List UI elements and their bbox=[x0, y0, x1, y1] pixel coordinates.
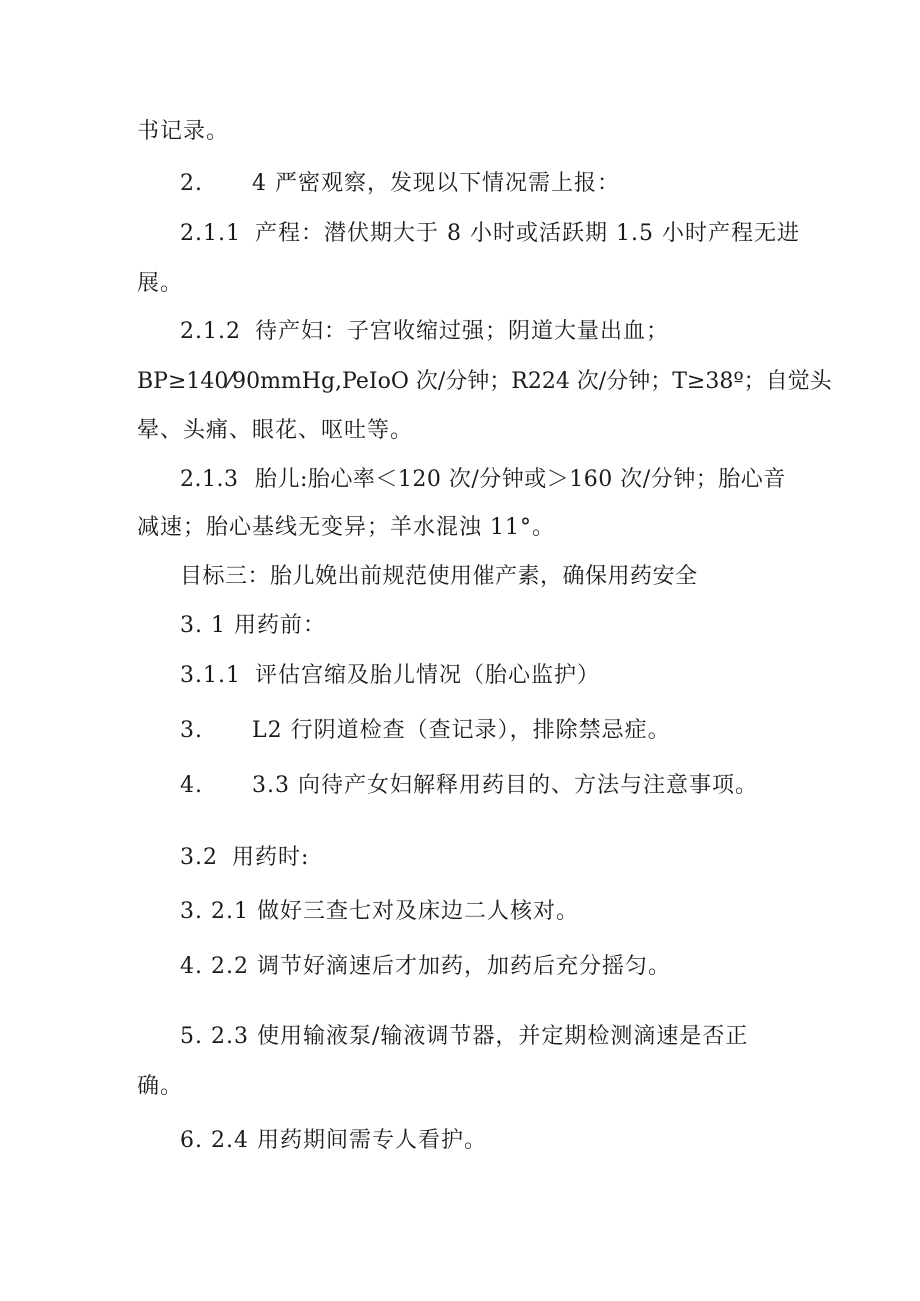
text: 展。 bbox=[137, 271, 184, 296]
text: 3. 2.1 做好三查七对及床边二人核对。 bbox=[180, 899, 579, 924]
text: 确。 bbox=[137, 1074, 184, 1099]
paragraph-line bbox=[180, 661, 600, 691]
item-number: 3.1.1 bbox=[180, 663, 241, 688]
text: 3. 1 用药前： bbox=[180, 613, 326, 638]
paragraph-line bbox=[137, 269, 183, 299]
text: 待产妇：子宫收缩过强；阴道大量出血； bbox=[255, 319, 670, 344]
paragraph-line bbox=[137, 513, 555, 543]
paragraph-line bbox=[180, 1022, 748, 1052]
text: 5. 2.3 使用输液泵/输液调节器，并定期检测滴速是否正 bbox=[180, 1024, 749, 1049]
paragraph-line bbox=[180, 1126, 487, 1156]
paragraph-line bbox=[137, 117, 229, 147]
heading-text: 目标三：胎儿娩出前规范使用催产素，确保用药安全 bbox=[180, 564, 698, 589]
item-number: 2.1.2 bbox=[180, 319, 241, 344]
text: 4. 2.2 调节好滴速后才加药，加药后充分摇匀。 bbox=[180, 954, 671, 979]
paragraph-line bbox=[137, 416, 413, 446]
paragraph-line bbox=[180, 771, 758, 801]
item-number: 4. bbox=[180, 773, 203, 798]
text: BP≥140⁄90mmHg,PeIoO 次/分钟；R224 次/分钟；T≥38º；自觉头 bbox=[137, 369, 832, 394]
paragraph-line bbox=[137, 367, 832, 397]
section-heading bbox=[180, 562, 698, 592]
paragraph-line bbox=[180, 843, 309, 873]
item-number: 2.1.3 bbox=[180, 467, 239, 492]
paragraph-line bbox=[180, 465, 786, 495]
text: L2 行阴道检查（查记录），排除禁忌症。 bbox=[252, 718, 671, 743]
paragraph-line bbox=[180, 169, 620, 199]
text: 4 严密观察，发现以下情况需上报： bbox=[252, 171, 620, 196]
paragraph-line bbox=[137, 1072, 183, 1102]
item-number: 2. bbox=[180, 171, 203, 196]
text: 产程：潜伏期大于 8 小时或活跃期 1.5 小时产程无进 bbox=[255, 221, 800, 246]
text: 用药时: bbox=[232, 845, 310, 870]
paragraph-line bbox=[180, 897, 579, 927]
paragraph-line bbox=[180, 952, 671, 982]
paragraph-line bbox=[180, 317, 669, 347]
item-number: 3. bbox=[180, 718, 203, 743]
text: 评估宫缩及胎儿情况（胎心监护） bbox=[255, 663, 601, 688]
text: 3.3 向待产女妇解释用药目的、方法与注意事项。 bbox=[252, 773, 758, 798]
item-number: 2.1.1 bbox=[180, 221, 241, 246]
paragraph-line bbox=[180, 219, 800, 249]
paragraph-line bbox=[180, 716, 671, 746]
text: 书记录。 bbox=[137, 119, 230, 144]
text: 6. 2.4 用药期间需专人看护。 bbox=[180, 1128, 487, 1153]
text: 晕、头痛、眼花、呕吐等。 bbox=[137, 418, 414, 443]
item-number: 3.2 bbox=[180, 845, 218, 870]
paragraph-line bbox=[180, 611, 326, 641]
text: 减速；胎心基线无变异；羊水混浊 11°。 bbox=[137, 515, 555, 540]
text: 胎儿:胎心率＜120 次/分钟或＞160 次/分钟；胎心音 bbox=[255, 467, 786, 492]
